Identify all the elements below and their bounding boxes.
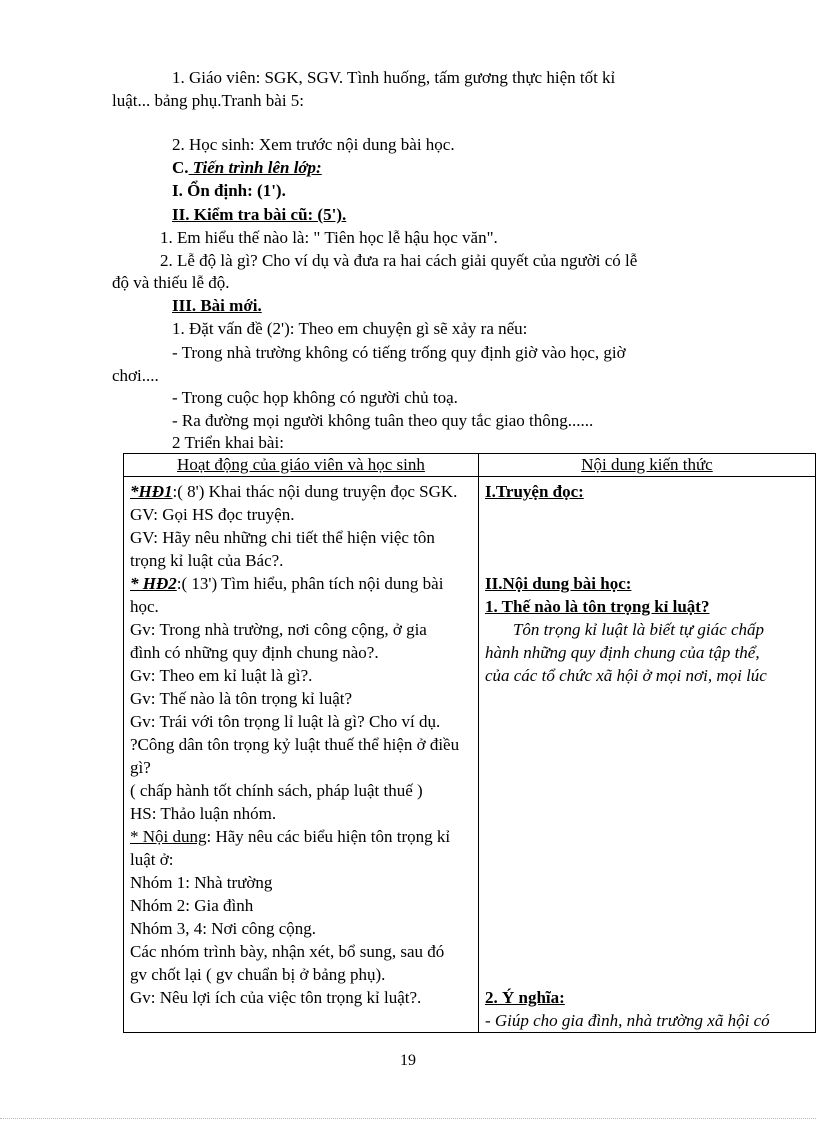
left-line: Gv: Theo em kỉ luật là gì?. (130, 666, 313, 685)
deployment-heading: 2 Triển khai bài: (172, 433, 284, 452)
noidung-text: : Hãy nêu các biểu hiện tôn trọng kỉ (206, 827, 451, 846)
hd1-label: *HĐ1 (130, 482, 173, 501)
left-line: trọng kỉ luật của Bác?. (130, 551, 284, 570)
definition-question: 1. Thế nào là tôn trọng kỉ luật? (484, 597, 710, 616)
review-question-1: 1. Em hiểu thế nào là: " Tiên học lễ hậu học văn". (160, 228, 498, 247)
lesson-table (123, 453, 816, 1033)
problem-item-2: - Trong cuộc họp không có người chủ toạ. (172, 388, 458, 407)
activity-column (124, 477, 478, 1009)
hd1-text: :( 8') Khai thác nội dung truyện đọc SGK. (172, 482, 458, 501)
left-line: GV: Gọi HS đọc truyện. (130, 505, 295, 524)
left-line: Nhóm 2: Gia đình (130, 896, 254, 915)
content-column (479, 477, 815, 1032)
section-c-heading (172, 157, 322, 179)
left-line: ?Công dân tôn trọng kỷ luật thuế thể hiện ở điều (130, 735, 460, 754)
problem-item-3: - Ra đường mọi người không tuân theo quy tắc giao thông...... (172, 411, 594, 430)
left-line: Các nhóm trình bày, nhận xét, bổ sung, sau đó (130, 942, 445, 961)
definition-line: hành những quy định chung của tập thể, (484, 643, 760, 662)
story-heading: I.Truyện đọc: (484, 482, 584, 501)
left-line: HS: Thảo luận nhóm. (130, 804, 277, 823)
left-line: Nhóm 1: Nhà trường (130, 873, 273, 892)
review-question-2-cont: độ và thiếu lễ độ. (112, 273, 230, 292)
section-2-heading: II. Kiểm tra bài cũ: (5'). (172, 205, 347, 224)
noidung-label: * Nội dung (130, 827, 207, 846)
hd1-line (130, 480, 472, 503)
left-line: Gv: Trái với tôn trọng lỉ luật là gì? Cho ví dụ. (130, 712, 441, 731)
meaning-heading: 2. Ý nghĩa: (484, 988, 565, 1007)
left-line: luật ở: (130, 850, 174, 869)
noidung-line (130, 825, 472, 848)
problem-item-1-cont: chơi.... (112, 366, 159, 385)
hd2-line (130, 572, 472, 595)
left-line: Gv: Trong nhà trường, nơi công cộng, ở gia (130, 620, 427, 639)
meaning-line: - Giúp cho gia đình, nhà trường xã hội có (484, 1011, 770, 1030)
left-line: gv chốt lại ( gv chuẩn bị ở bảng phụ). (130, 965, 386, 984)
hd2-label: * HĐ2 (130, 574, 177, 593)
section-c-prefix: C. (172, 158, 189, 177)
section-c-title: Tiến trình lên lớp: (188, 158, 322, 177)
section-3-heading: III. Bài mới. (172, 296, 262, 315)
left-line: gì? (130, 758, 151, 777)
left-line: học. (130, 597, 159, 616)
header-content: Nội dung kiến thức (478, 454, 815, 477)
definition-line: của các tổ chức xã hội ở mọi nơi, mọi lúc (484, 666, 767, 685)
page-number: 19 (400, 1052, 416, 1069)
problem-item-1: - Trong nhà trường không có tiếng trống quy định giờ vào học, giờ (172, 343, 626, 362)
left-line: Nhóm 3, 4: Nơi công cộng. (130, 919, 317, 938)
teacher-materials-line: 1. Giáo viên: SGK, SGV. Tình huống, tấm gương thực hiện tốt kỉ (172, 68, 616, 87)
definition-line: Tôn trọng kỉ luật là biết tự giác chấp (512, 620, 765, 639)
teacher-materials-line-cont: luật... bảng phụ.Tranh bài 5: (112, 91, 305, 110)
footer-divider (0, 1118, 816, 1119)
left-line: Gv: Nêu lợi ích của việc tôn trọng kỉ luật?. (130, 988, 422, 1007)
left-line: GV: Hãy nêu những chi tiết thể hiện việc tôn (130, 528, 435, 547)
header-activities: Hoạt động của giáo viên và học sinh (124, 454, 479, 477)
student-prep-line: 2. Học sinh: Xem trước nội dung bài học. (172, 135, 455, 154)
lesson-content-heading: II.Nội dung bài học: (484, 574, 632, 593)
left-line: Gv: Thế nào là tôn trọng kỉ luật? (130, 689, 353, 708)
hd2-text: :( 13') Tìm hiểu, phân tích nội dung bài (176, 574, 444, 593)
problem-intro: 1. Đặt vấn đề (2'): Theo em chuyện gì sẽ xảy ra nếu: (172, 319, 528, 338)
section-1-heading: I. Ổn định: (1'). (172, 181, 286, 200)
left-line: ( chấp hành tốt chính sách, pháp luật thuế ) (130, 781, 423, 800)
review-question-2: 2. Lễ độ là gì? Cho ví dụ và đưa ra hai cách giải quyết của người có lễ (160, 251, 638, 270)
left-line: đình có những quy định chung nào?. (130, 643, 379, 662)
